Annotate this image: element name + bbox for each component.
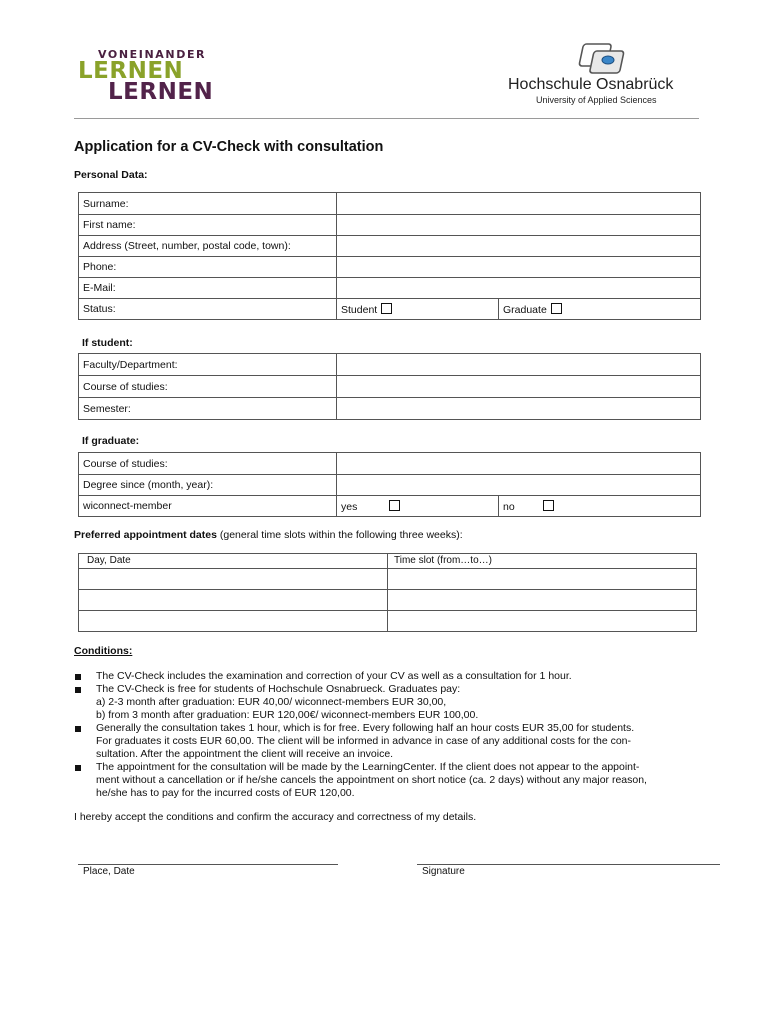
- place-date-line[interactable]: [78, 864, 338, 865]
- degree-label: Degree since (month, year):: [79, 475, 337, 496]
- surname-label: Surname:: [79, 193, 337, 215]
- condition-item-4: [96, 761, 700, 800]
- page-title: Application for a CV-Check with consultation: [74, 139, 384, 155]
- condition-line: Generally the consultation takes 1 hour, which is for free. Every following half an hour costs EUR 35,00 for students.: [96, 722, 635, 734]
- condition-line: For graduates it costs EUR 60,00. The client will be informed in advance in case of any additional costs for the con-: [96, 735, 632, 747]
- appointment-time-cell[interactable]: [388, 611, 697, 632]
- if-graduate-heading: If graduate:: [82, 435, 140, 447]
- yes-checkbox[interactable]: [389, 500, 400, 511]
- condition-line: b) from 3 month after graduation: EUR 120,00€/ wiconnect-members EUR 100,00.: [96, 709, 479, 721]
- email-field[interactable]: [337, 278, 701, 299]
- student-course-field[interactable]: [337, 376, 701, 398]
- faculty-label: Faculty/Department:: [79, 354, 337, 376]
- condition-item-2: [96, 683, 700, 722]
- appointment-day-cell[interactable]: [79, 611, 388, 632]
- appointment-heading-bold: Preferred appointment dates: [74, 529, 217, 541]
- condition-line: The CV-Check is free for students of Hochschule Osnabrueck. Graduates pay:: [96, 683, 461, 695]
- bullet-icon: [75, 765, 81, 771]
- no-label: no: [503, 500, 515, 513]
- signature-label: Signature: [422, 866, 465, 877]
- header-divider: [74, 118, 699, 119]
- degree-field[interactable]: [337, 475, 701, 496]
- semester-label: Semester:: [79, 398, 337, 420]
- university-name: Hochschule Osnabrück: [508, 76, 674, 93]
- status-graduate-option: [499, 299, 701, 320]
- phone-field[interactable]: [337, 257, 701, 278]
- bullet-icon: [75, 687, 81, 693]
- surname-field[interactable]: [337, 193, 701, 215]
- status-student-option: [337, 299, 499, 320]
- personal-data-table: [78, 192, 701, 320]
- graduate-course-field[interactable]: [337, 453, 701, 475]
- condition-line: he/she has to pay for the incurred costs of EUR 120,00.: [96, 787, 355, 799]
- email-label: E-Mail:: [79, 278, 337, 299]
- wiconnect-label: wiconnect-member: [79, 496, 337, 517]
- logo-line-2: LERNEN: [78, 58, 184, 84]
- condition-item-1: [96, 670, 700, 683]
- student-checkbox[interactable]: [381, 303, 392, 314]
- bullet-icon: [75, 726, 81, 732]
- semester-field[interactable]: [337, 398, 701, 420]
- student-label: Student: [341, 303, 378, 316]
- time-slot-header: Time slot (from…to…): [388, 554, 697, 569]
- if-student-heading: If student:: [82, 337, 133, 349]
- graduate-checkbox[interactable]: [551, 303, 562, 314]
- condition-line: The CV-Check includes the examination and correction of your CV as well as a consultation for 1 hour.: [96, 670, 572, 682]
- voneinander-lernen-logo: [78, 48, 228, 106]
- condition-item-3: [96, 722, 700, 761]
- graduate-table: [78, 452, 701, 517]
- graduate-course-label: Course of studies:: [79, 453, 337, 475]
- acceptance-statement: I hereby accept the conditions and confirm the accuracy and correctness of my details.: [74, 811, 477, 823]
- first-name-label: First name:: [79, 215, 337, 236]
- appointment-time-cell[interactable]: [388, 569, 697, 590]
- yes-label: yes: [341, 500, 358, 513]
- address-field[interactable]: [337, 236, 701, 257]
- university-emblem-icon: [578, 42, 638, 78]
- appointment-heading: [74, 529, 463, 541]
- logo-line-1: VONEINANDER: [98, 48, 207, 61]
- no-checkbox[interactable]: [543, 500, 554, 511]
- address-label: Address (Street, number, postal code, town):: [79, 236, 337, 257]
- place-date-label: Place, Date: [83, 866, 135, 877]
- faculty-field[interactable]: [337, 354, 701, 376]
- logo-line-3: LERNEN: [108, 79, 214, 105]
- personal-data-heading: Personal Data:: [74, 169, 148, 181]
- wiconnect-yes-option: [337, 496, 499, 517]
- appointment-table: [78, 553, 697, 632]
- graduate-label: Graduate: [503, 303, 547, 316]
- student-table: [78, 353, 701, 420]
- appointment-day-cell[interactable]: [79, 569, 388, 590]
- wiconnect-no-option: [499, 496, 701, 517]
- bullet-icon: [75, 674, 81, 680]
- condition-line: sultation. After the appointment the client will receive an invoice.: [96, 748, 394, 760]
- student-course-label: Course of studies:: [79, 376, 337, 398]
- condition-line: The appointment for the consultation will be made by the LearningCenter. If the client does not appear to the appoint-: [96, 761, 640, 773]
- hochschule-osnabrueck-logo: [508, 42, 703, 108]
- appointment-heading-rest: (general time slots within the following three weeks):: [216, 529, 463, 541]
- appointment-day-cell[interactable]: [79, 590, 388, 611]
- day-date-header: Day, Date: [79, 554, 388, 569]
- university-subtitle: University of Applied Sciences: [536, 95, 657, 105]
- appointment-time-cell[interactable]: [388, 590, 697, 611]
- condition-line: a) 2-3 month after graduation: EUR 40,00/ wiconnect-members EUR 30,00,: [96, 696, 447, 708]
- first-name-field[interactable]: [337, 215, 701, 236]
- phone-label: Phone:: [79, 257, 337, 278]
- condition-line: ment without a cancellation or if he/she cancels the appointment on short notice (ca. 2 days) without any major reason,: [96, 774, 647, 786]
- status-label: Status:: [79, 299, 337, 320]
- conditions-heading: Conditions:: [74, 645, 133, 657]
- signature-line[interactable]: [417, 864, 720, 865]
